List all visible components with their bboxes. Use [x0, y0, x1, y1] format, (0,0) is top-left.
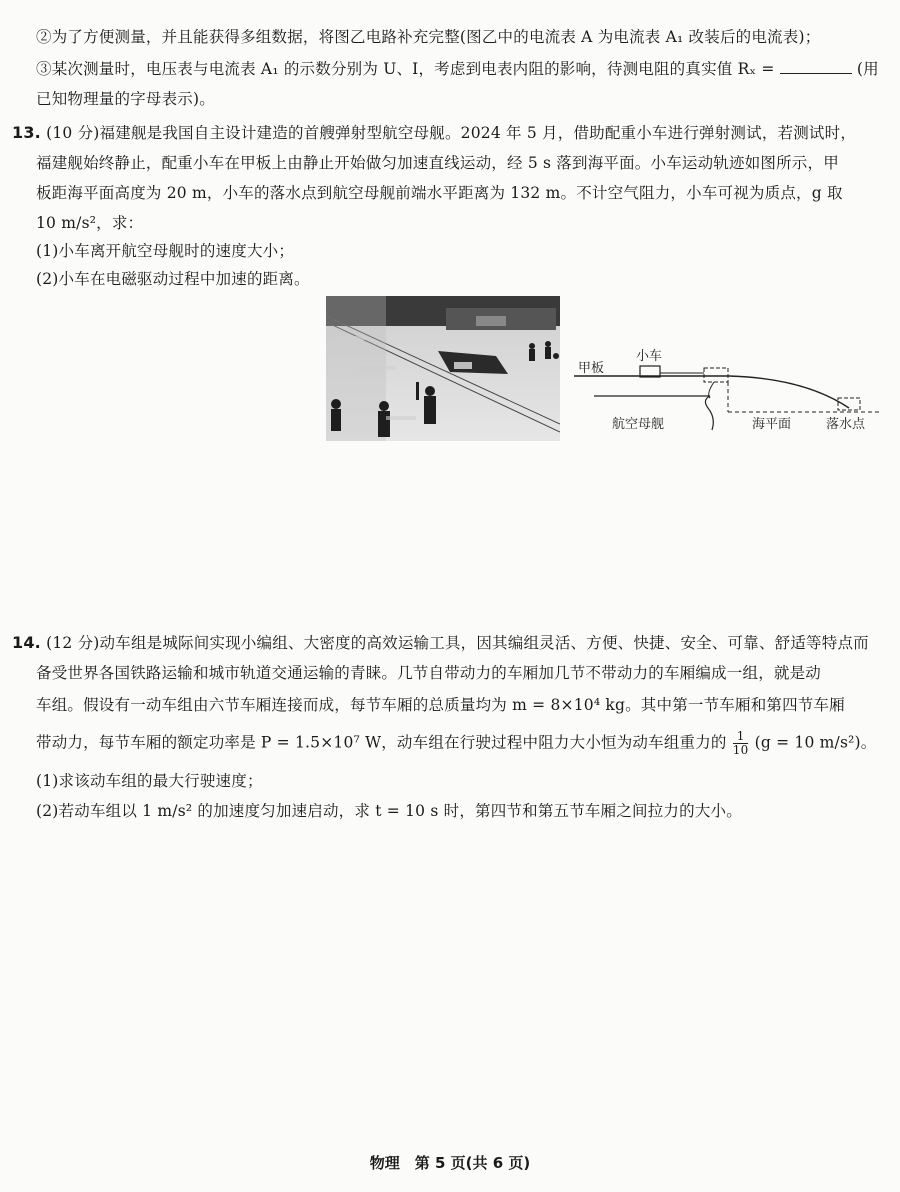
sea-level-label: 海平面 — [752, 417, 792, 432]
splash-point-label: 落水点 — [826, 417, 866, 432]
fraction-denominator: 10 — [732, 743, 749, 757]
q14-sub-1: (1)求该动车组的最大行驶速度； — [36, 772, 263, 790]
q13-stem-1: (10 分)福建舰是我国自主设计建造的首艘弹射型航空母舰。2024 年 5 月，借助配重小车进行弹射测试，若测试时， — [46, 124, 857, 142]
q12-line-4: 已知物理量的字母表示)。 — [36, 90, 215, 108]
q12-line-3-text: ③某次测量时，电压表与电流表 A₁ 的示数分别为 U、I，考虑到电表内阻的影响，待测电阻的真实值 Rₓ = — [36, 60, 775, 78]
q14-sub-2: (2)若动车组以 1 m/s² 的加速度匀加速启动，求 t = 10 s 时，第四节和第五节车厢之间拉力的大小。 — [36, 802, 742, 820]
q13-number: 13. — [12, 123, 41, 142]
q13-sub-2: (2)小车在电磁驱动过程中加速的距离。 — [36, 270, 310, 288]
q14-line-4 — [36, 730, 877, 757]
trajectory-diagram — [574, 338, 884, 438]
q14-stem-4: 带动力，每节车厢的额定功率是 P = 1.5×10⁷ W，动车组在行驶过程中阻力大小恒为动车组重力的 — [36, 733, 727, 752]
q12-line-3 — [36, 58, 879, 80]
q13-line-1 — [12, 122, 856, 144]
carrier-label: 航空母舰 — [612, 417, 665, 432]
page-footer: 物理 第 5 页(共 6 页) — [369, 1154, 531, 1172]
q13-sub-1: (1)小车离开航空母舰时的速度大小； — [36, 242, 295, 260]
deck-label: 甲板 — [578, 361, 605, 376]
q13-line-4: 10 m/s²，求： — [36, 214, 144, 232]
q14-number: 14. — [12, 633, 41, 652]
fraction — [733, 730, 749, 757]
q14-stem-1: (12 分)动车组是城际间实现小编组、大密度的高效运输工具，因其编组灵活、方便、快捷、安全、可靠、舒适等特点而 — [46, 634, 869, 652]
q12-line-3-tail: (用 — [856, 60, 879, 78]
car-label: 小车 — [636, 349, 663, 364]
q14-line-3: 车组。假设有一动车组由六节车厢连接而成，每节车厢的总质量均为 m = 8×10⁴ kg。其中第一节车厢和第四节车厢 — [36, 696, 845, 714]
catapult-test-photo — [326, 296, 560, 441]
q14-line-2: 备受世界各国铁路运输和城市轨道交通运输的青睐。几节自带动力的车厢加几节不带动力的车厢编成一组，就是动 — [36, 664, 822, 682]
fraction-numerator: 1 — [733, 730, 749, 744]
answer-blank — [780, 59, 852, 74]
q12-line-2: ②为了方便测量，并且能获得多组数据，将图乙电路补充完整(图乙中的电流表 A 为电流表 A₁ 改装后的电流表)； — [36, 28, 821, 46]
q13-line-2: 福建舰始终静止，配重小车在甲板上由静止开始做匀加速直线运动，经 5 s 落到海平面。小车运动轨迹如图所示，甲 — [36, 154, 839, 172]
q14-stem-4-tail: (g = 10 m/s²)。 — [754, 733, 877, 752]
q14-line-1 — [12, 632, 869, 654]
q13-line-3: 板距海平面高度为 20 m，小车的落水点到航空母舰前端水平距离为 132 m。不计空气阻力，小车可视为质点，g 取 — [36, 184, 843, 202]
